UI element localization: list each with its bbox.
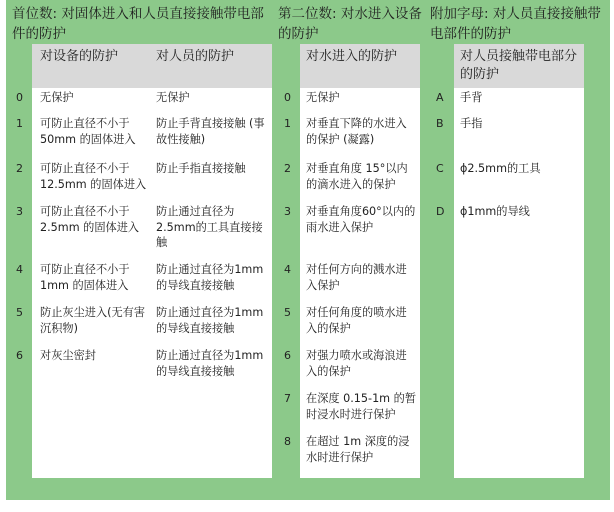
second-row-code: 3 [284, 205, 291, 218]
extra-row-code: C [436, 162, 444, 175]
first-row-personnel: 防止通过直径为1mm的导线直接接触 [156, 306, 264, 335]
first-row-equipment: 可防止直径不小于2.5mm 的固体进入 [40, 205, 140, 234]
second-row-code: 6 [284, 349, 291, 362]
first-row-personnel: 防止通过直径为2.5mm的工具直接接触 [156, 205, 263, 249]
second-row-text: 对任何角度的喷水进入的保护 [306, 306, 407, 335]
extra-row-code: A [436, 91, 444, 104]
first-row-personnel: 无保护 [156, 91, 190, 104]
extra-row-text: ϕ2.5mm的工具 [460, 162, 541, 175]
second-row-code: 5 [284, 306, 291, 319]
extra-subheader-band [454, 44, 584, 88]
second-row-text: 对任何方向的溅水进入保护 [306, 263, 407, 292]
second-row-code: 1 [284, 117, 291, 130]
first-row-code: 3 [16, 205, 23, 218]
water-protection-heading: 对水进入的防护 [306, 49, 398, 64]
first-row-equipment: 可防止直径不小于1mm 的固体进入 [40, 263, 130, 292]
first-row-code: 4 [16, 263, 23, 276]
second-row-code: 4 [284, 263, 291, 276]
second-row-code: 0 [284, 91, 291, 104]
extra-row-code: B [436, 117, 444, 130]
second-row-text: 对垂直角度 15°以内的滴水进入的保护 [306, 162, 408, 191]
extra-letter-header: 附加字母: 对人员直接接触带电部件的防护 [430, 6, 601, 42]
second-row-code: 8 [284, 435, 291, 448]
first-row-equipment: 对灰尘密封 [40, 349, 96, 362]
first-row-personnel: 防止通过直径为1mm的导线直接接触 [156, 349, 264, 378]
first-subheader-band [32, 44, 272, 88]
second-row-text: 无保护 [306, 91, 340, 104]
first-row-code: 1 [16, 117, 23, 130]
second-digit-header: 第二位数: 对水进入设备的防护 [278, 6, 422, 42]
second-subheader-band [300, 44, 420, 88]
extra-row-text: ϕ1mm的导线 [460, 205, 530, 218]
contact-protection-heading: 对人员接触带电部分的防护 [460, 49, 578, 82]
extra-row-code: D [436, 205, 445, 218]
first-row-code: 5 [16, 306, 23, 319]
second-row-text: 对垂直角度60°以内的雨水进入保护 [306, 205, 416, 234]
first-row-personnel: 防止手背直接接触 (事故性接触) [156, 117, 265, 146]
first-row-equipment: 防止灰尘进入(无有害沉积物) [40, 306, 146, 335]
extra-row-text: 手背 [460, 91, 483, 104]
first-row-equipment: 可防止直径不小于50mm 的固体进入 [40, 117, 136, 146]
extra-row-text: 手指 [460, 117, 483, 130]
second-row-text: 在深度 0.15-1m 的暂时浸水时进行保护 [306, 392, 417, 421]
second-row-text: 对垂直下降的水进入的保护 (凝露) [306, 117, 407, 146]
second-row-text: 对强力喷水或海浪进入的保护 [306, 349, 407, 378]
second-row-code: 2 [284, 162, 291, 175]
first-digit-header: 首位数: 对固体进入和人员直接接触带电部件的防护 [12, 6, 264, 42]
second-row-code: 7 [284, 392, 291, 405]
personnel-protection-heading: 对人员的防护 [156, 49, 235, 64]
first-row-code: 0 [16, 91, 23, 104]
first-row-personnel: 防止手指直接接触 [156, 162, 246, 175]
first-row-code: 6 [16, 349, 23, 362]
first-row-code: 2 [16, 162, 23, 175]
first-row-equipment: 可防止直径不小于12.5mm 的固体进入 [40, 162, 147, 191]
first-row-personnel: 防止通过直径为1mm的导线直接接触 [156, 263, 264, 292]
extra-content-band [454, 88, 584, 478]
equipment-protection-heading: 对设备的防护 [40, 49, 119, 64]
second-row-text: 在超过 1m 深度的浸水时进行保护 [306, 435, 410, 464]
first-row-equipment: 无保护 [40, 91, 74, 104]
